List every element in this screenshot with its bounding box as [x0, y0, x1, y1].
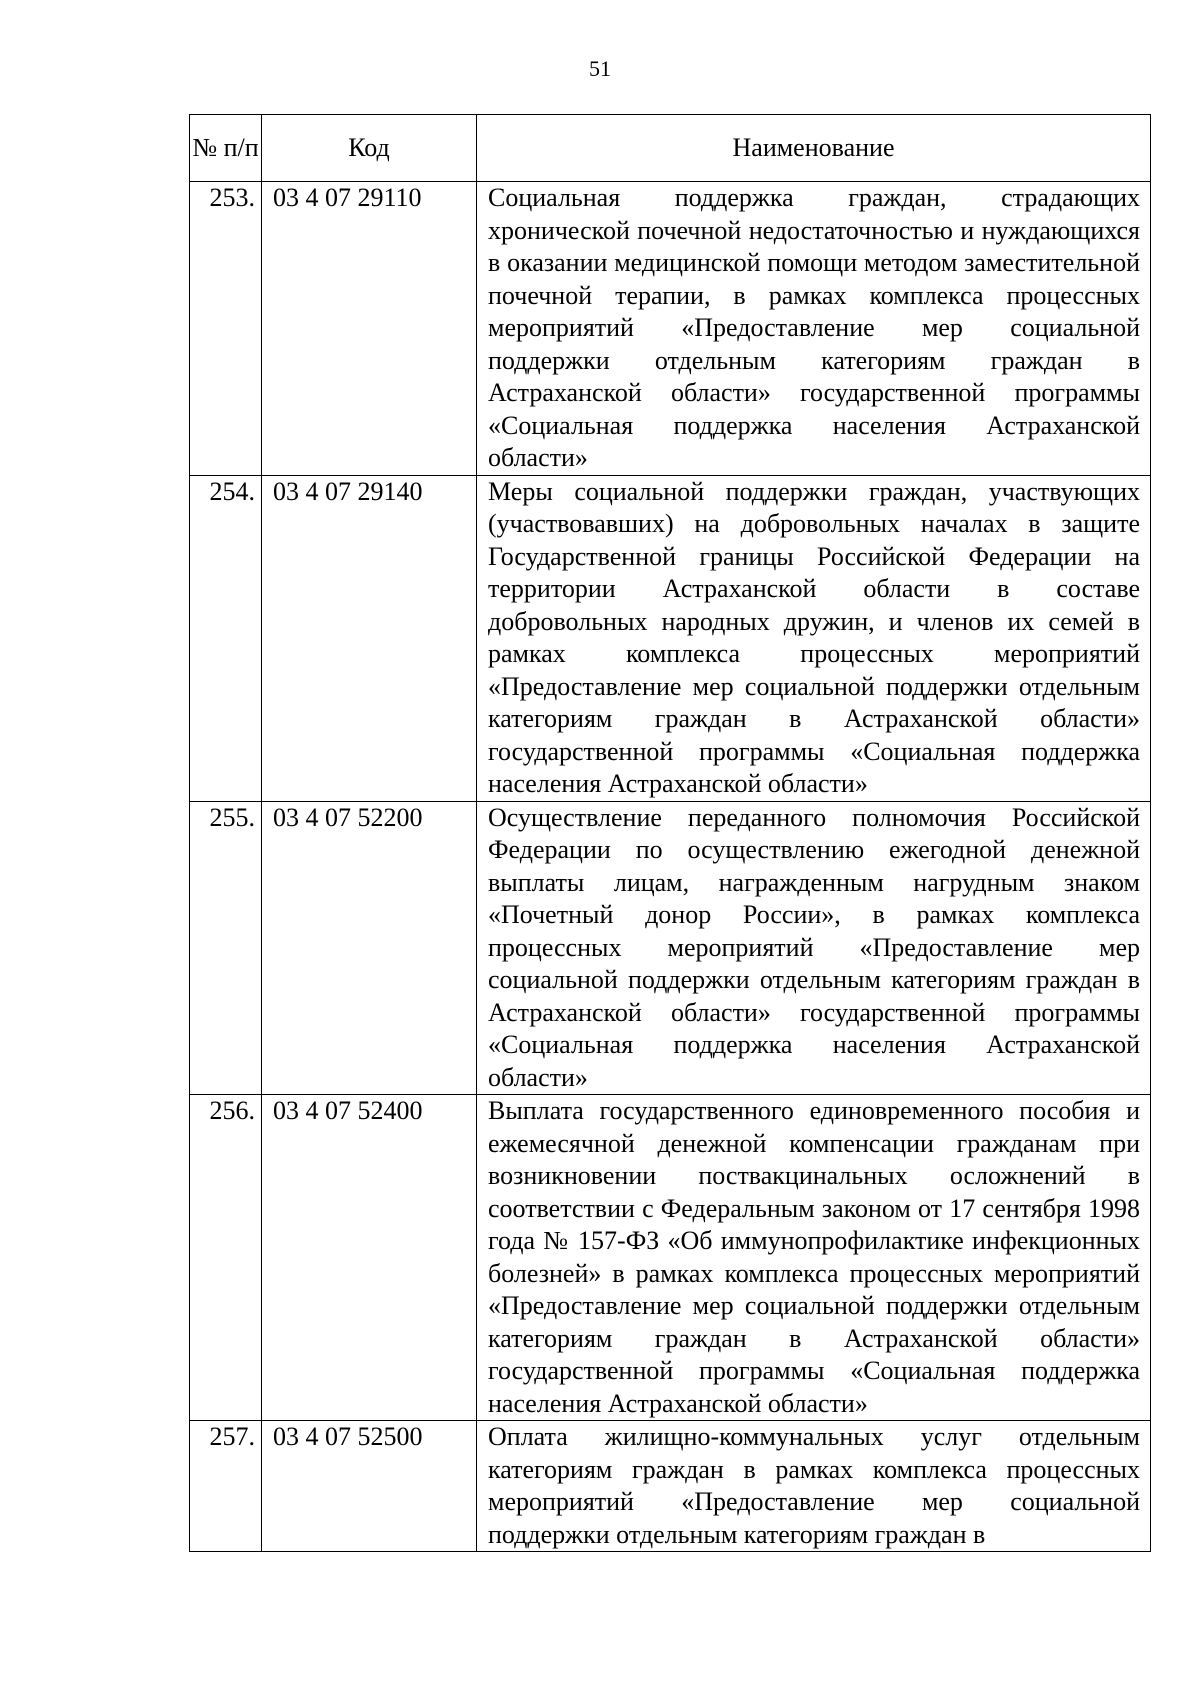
row-number: 255.	[190, 801, 262, 1095]
row-number: 256.	[190, 1095, 262, 1421]
row-code: 03 4 07 29140	[262, 475, 477, 801]
row-name: Социальная поддержка граждан, страдающих хронической почечной недостаточностью и нуждающихся в оказании медицинской помощи методом заместительной почечной терапии, в рамках комплекса процессных мероприятий «Предоставление мер социальной поддержки отдельным категориям граждан в Астраханской области» государственной программы «Социальная поддержка населения Астраханской области»	[477, 182, 1151, 476]
row-code: 03 4 07 52400	[262, 1095, 477, 1421]
row-code: 03 4 07 52200	[262, 801, 477, 1095]
header-name: Наименование	[477, 115, 1151, 182]
header-number: № п/п	[190, 115, 262, 182]
row-name: Меры социальной поддержки граждан, участвующих (участвовавших) на добровольных началах в защите Государственной границы Российской Федерации на территории Астраханской области в составе добровольных народных дружин, и членов их семей в рамках комплекса процессных мероприятий «Предоставление мер социальной поддержки отдельным категориям граждан в Астраханской области» государственной программы «Социальная поддержка населения Астраханской области»	[477, 475, 1151, 801]
table-row	[190, 182, 1151, 476]
row-name: Осуществление переданного полномочия Российской Федерации по осуществлению ежегодной денежной выплаты лицам, награжденным нагрудным знаком «Почетный донор России», в рамках комплекса процессных мероприятий «Предоставление мер социальной поддержки отдельным категориям граждан в Астраханской области» государственной программы «Социальная поддержка населения Астраханской области»	[477, 801, 1151, 1095]
row-name: Выплата государственного единовременного пособия и ежемесячной денежной компенсации гражданам при возникновении поствакцинальных осложнений в соответствии с Федеральным законом от 17 сентября 1998 года № 157-ФЗ «Об иммунопрофилактике инфекционных болезней» в рамках комплекса процессных мероприятий «Предоставление мер социальной поддержки отдельным категориям граждан в Астраханской области» государственной программы «Социальная поддержка населения Астраханской области»	[477, 1095, 1151, 1421]
table-row	[190, 801, 1151, 1095]
table-row	[190, 1095, 1151, 1421]
row-name: Оплата жилищно-коммунальных услуг отдельным категориям граждан в рамках комплекса процессных мероприятий «Предоставление мер социальной поддержки отдельным категориям граждан в	[477, 1421, 1151, 1552]
classification-table	[189, 114, 1151, 1552]
page-number: 51	[589, 56, 611, 81]
header-code: Код	[262, 115, 477, 182]
row-number: 257.	[190, 1421, 262, 1552]
row-number: 253.	[190, 182, 262, 476]
table-row	[190, 1421, 1151, 1552]
table-header-row	[190, 115, 1151, 182]
row-code: 03 4 07 52500	[262, 1421, 477, 1552]
row-code: 03 4 07 29110	[262, 182, 477, 476]
row-number: 254.	[190, 475, 262, 801]
table-row	[190, 475, 1151, 801]
